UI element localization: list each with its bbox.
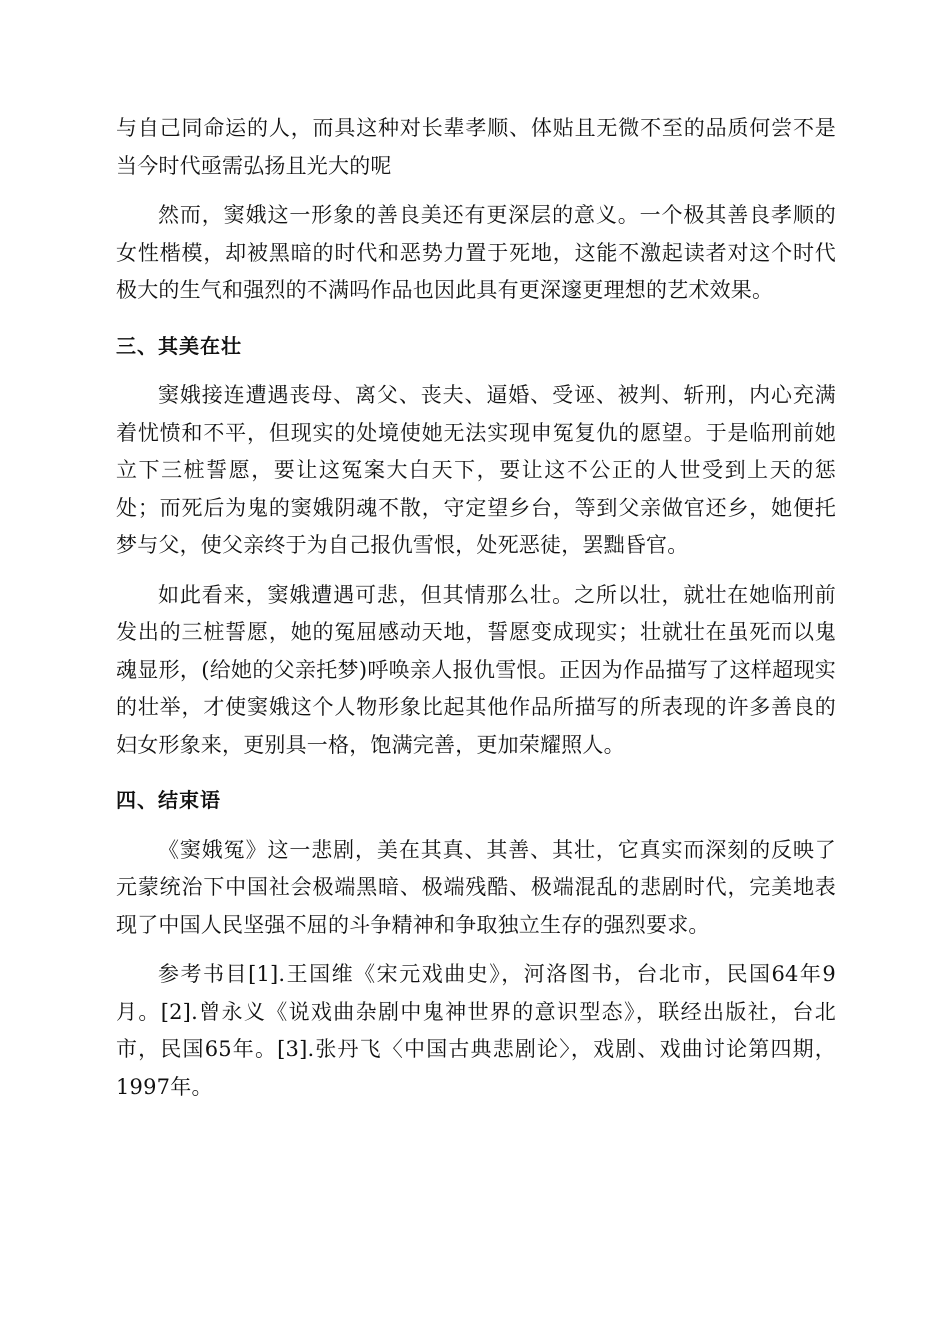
- paragraph-continuation: 与自己同命运的人，而具这种对长辈孝顺、体贴且无微不至的品质何尝不是当今时代亟需弘扬且光大的呢: [116, 116, 836, 178]
- document-page: [116, 110, 836, 1106]
- paragraph-dou-e-sufferings: 窦娥接连遭遇丧母、离父、丧夫、逼婚、受诬、被判、斩刑，内心充满着忧愤和不平，但现实的处境使她无法实现申冤复仇的愿望。于是临刑前她立下三桩誓愿，要让这冤案大白天下，要让这不公正的人世受到上天的惩处；而死后为鬼的窦娥阴魂不散，守定望乡台，等到父亲做官还乡，她便托梦与父，使父亲终于为自己报仇雪恨，处死恶徒，罢黜昏官。: [116, 383, 836, 557]
- paragraph-deeper-meaning: 然而，窦娥这一形象的善良美还有更深层的意义。一个极其善良孝顺的女性楷模，却被黑暗的时代和恶势力置于死地，这能不激起读者对这个时代极大的生气和强烈的不满吗作品也因此具有更深邃更理想的艺术效果。: [116, 203, 836, 302]
- paragraph-conclusion: 《窦娥冤》这一悲剧，美在其真、其善、其壮，它真实而深刻的反映了元蒙统治下中国社会极端黑暗、极端残酷、极端混乱的悲剧时代，完美地表现了中国人民坚强不屈的斗争精神和争取独立生存的强烈要求。: [116, 837, 836, 937]
- paragraph-references: 参考书目[1].王国维《宋元戏曲史》，河洛图书，台北市，民国64年9月。[2].曾永义《说戏曲杂剧中鬼神世界的意识型态》，联经出版社，台北市，民国65年。[3].张丹飞〈中国古典悲剧论〉，戏剧、戏曲讨论第四期，1997年。: [116, 962, 836, 1099]
- section-heading-3: 三、其美在壮: [116, 333, 242, 358]
- paragraph-grandeur: 如此看来，窦娥遭遇可悲，但其情那么壮。之所以壮，就壮在她临刑前发出的三桩誓愿，她的冤屈感动天地，誓愿变成现实；壮就壮在虽死而以鬼魂显形，(给她的父亲托梦)呼唤亲人报仇雪恨。正因为作品描写了这样超现实的壮举，才使窦娥这个人物形象比起其他作品所描写的所表现的许多善良的妇女形象来，更别具一格，饱满完善，更加荣耀照人。: [116, 582, 836, 757]
- section-heading-4: 四、结束语: [116, 788, 221, 812]
